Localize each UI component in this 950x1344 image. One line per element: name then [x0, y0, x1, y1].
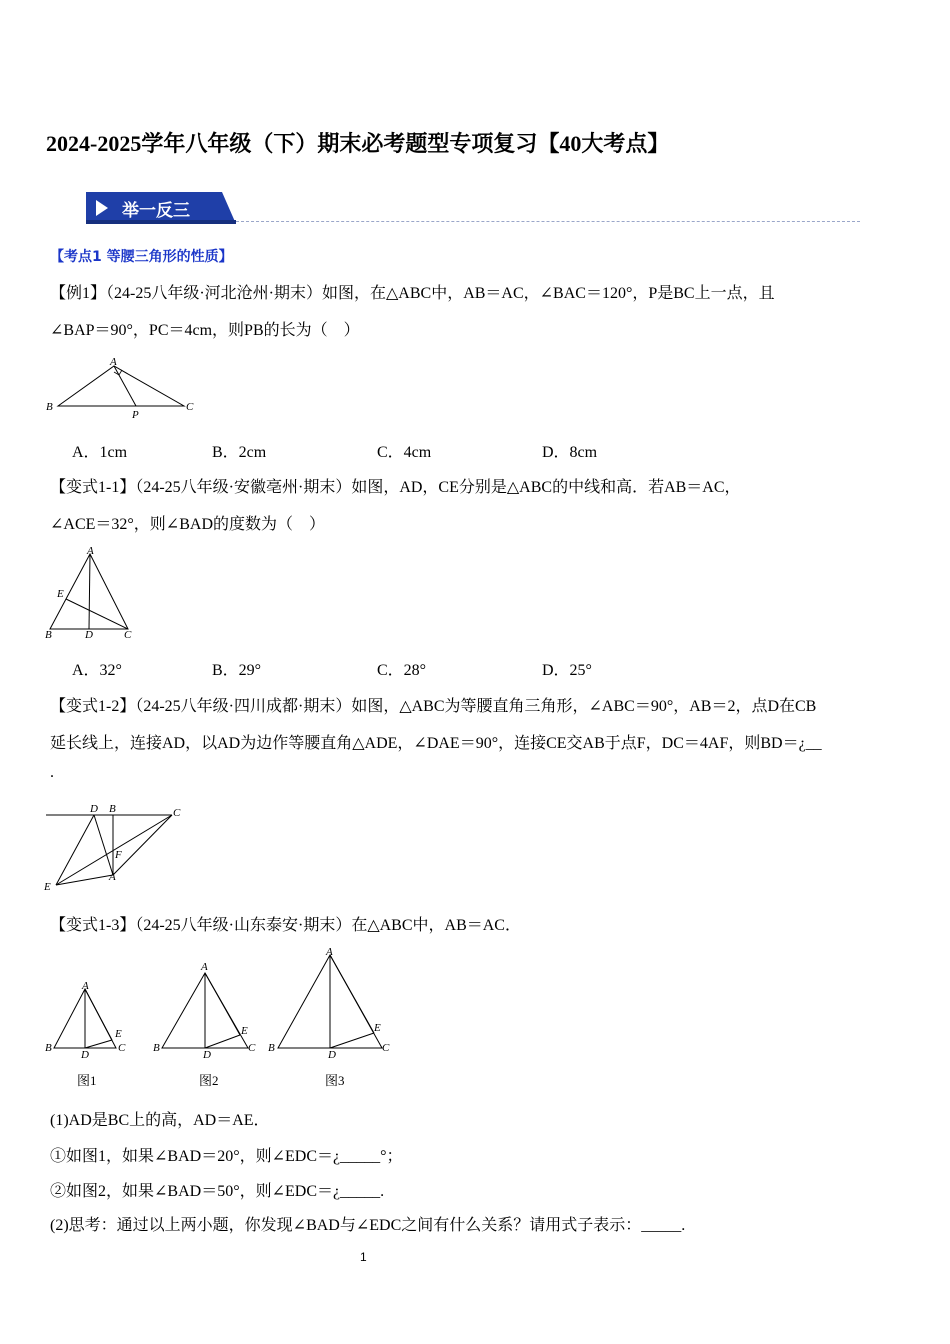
- svg-text:P: P: [132, 409, 139, 421]
- svg-text:A: A: [326, 946, 333, 958]
- ex1-option-c: C．4cm: [377, 444, 432, 461]
- svg-text:D: D: [90, 803, 98, 815]
- v13-q1: (1)AD是BC上的高，AD＝AE．: [50, 1112, 270, 1129]
- svg-text:D: D: [81, 1049, 89, 1061]
- v12-line3: .: [50, 764, 54, 781]
- svg-text:B: B: [45, 629, 52, 641]
- banner-label: 举一反三: [122, 201, 190, 221]
- v11-line2: ∠ACE＝32°，则∠BAD的度数为（ ）: [50, 516, 325, 533]
- svg-text:B: B: [153, 1042, 160, 1054]
- ex1-option-d: D．8cm: [542, 444, 598, 461]
- page-number: 1: [360, 1250, 367, 1264]
- v12-line1: 【变式1-2】（24-25八年级·四川成都·期末）如图，△ABC为等腰直角三角形，∠ABC＝90°，AB＝2，点D在CB: [50, 698, 817, 715]
- svg-text:A: A: [82, 980, 89, 992]
- svg-text:A: A: [110, 356, 117, 368]
- svg-text:C: C: [124, 629, 132, 641]
- v11-option-d: D．25°: [542, 662, 592, 679]
- ex1-option-a: A．1cm: [72, 444, 128, 461]
- v11-option-b: B．29°: [212, 662, 262, 679]
- svg-text:D: D: [328, 1049, 336, 1061]
- v12-figure: [40, 800, 190, 895]
- v13-line1: 【变式1-3】（24-25八年级·山东泰安·期末）在△ABC中，AB＝AC．: [50, 917, 521, 934]
- page-title: 2024-2025学年八年级（下）期末必考题型专项复习【40大考点】: [46, 131, 670, 156]
- svg-text:B: B: [46, 401, 53, 413]
- svg-text:E: E: [241, 1025, 248, 1037]
- svg-text:F: F: [115, 849, 122, 861]
- svg-text:C: C: [186, 401, 194, 413]
- svg-text:A: A: [87, 545, 94, 557]
- v13-q2: (2)思考：通过以上两小题，你发现∠BAD与∠EDC之间有什么关系？请用式子表示：_____.: [50, 1217, 686, 1234]
- divider: [236, 221, 860, 222]
- fig3-label: 图3: [325, 1073, 345, 1088]
- v12-line2: 延长线上，连接AD，以AD为边作等腰直角△ADE，∠DAE＝90°，连接CE交AB于点F，DC＝4AF，则BD＝¿__: [50, 735, 822, 752]
- svg-text:A: A: [109, 871, 116, 883]
- svg-text:C: C: [173, 807, 181, 819]
- svg-text:B: B: [268, 1042, 275, 1054]
- svg-text:C: C: [382, 1042, 390, 1054]
- v11-line1: 【变式1-1】（24-25八年级·安徽亳州·期末）如图，AD，CE分别是△ABC的中线和高．若AB＝AC，: [50, 479, 741, 496]
- svg-text:B: B: [109, 803, 116, 815]
- v13-figures: [42, 945, 402, 1090]
- svg-text:A: A: [201, 961, 208, 973]
- svg-text:C: C: [248, 1042, 256, 1054]
- svg-text:E: E: [115, 1028, 122, 1040]
- svg-text:D: D: [85, 629, 93, 641]
- section-heading: 【考点1 等腰三角形的性质】: [50, 249, 233, 265]
- ex1-line2: ∠BAP＝90°，PC＝4cm，则PB的长为（ ）: [50, 322, 360, 339]
- v13-q1a: ①如图1，如果∠BAD＝20°，则∠EDC＝¿_____°；: [50, 1148, 403, 1165]
- ex1-option-b: B．2cm: [212, 444, 267, 461]
- svg-text:C: C: [118, 1042, 126, 1054]
- ex1-line1: 【例1】（24-25八年级·河北沧州·期末）如图，在△ABC中，AB＝AC，∠BAC＝120°，P是BC上一点，且: [50, 285, 775, 302]
- v13-q1b: ②如图2，如果∠BAD＝50°，则∠EDC＝¿_____.: [50, 1183, 385, 1200]
- ex1-figure: [44, 355, 194, 425]
- v11-option-c: C．28°: [377, 662, 427, 679]
- svg-text:E: E: [57, 588, 64, 600]
- svg-text:E: E: [44, 881, 51, 893]
- v11-option-a: A．32°: [72, 662, 122, 679]
- v11-figure: [42, 544, 142, 644]
- svg-text:B: B: [45, 1042, 52, 1054]
- fig1-label: 图1: [77, 1073, 97, 1088]
- fig2-label: 图2: [199, 1073, 219, 1088]
- svg-text:E: E: [374, 1022, 381, 1034]
- svg-text:D: D: [203, 1049, 211, 1061]
